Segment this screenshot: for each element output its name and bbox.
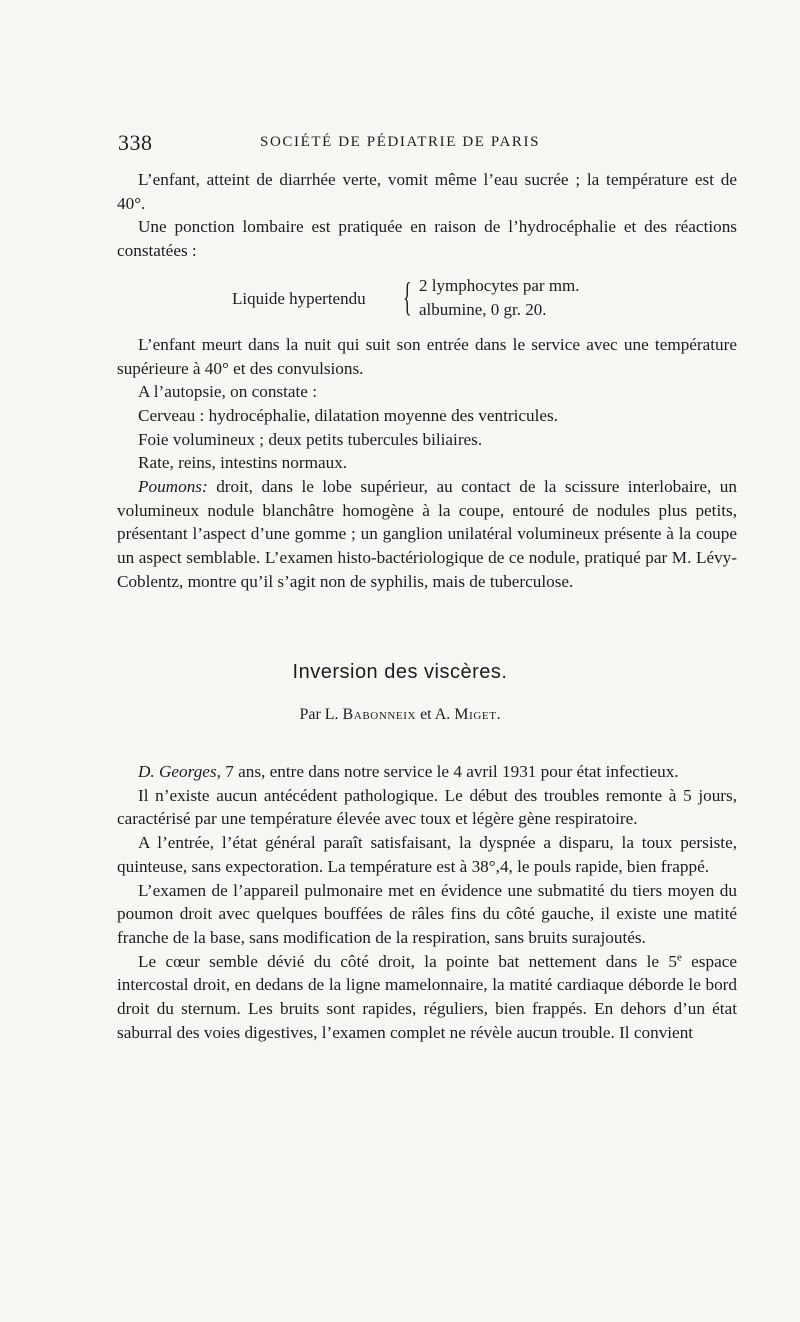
paragraph: Rate, reins, intestins normaux.	[138, 453, 348, 473]
brace-values	[419, 274, 580, 322]
paragraph: A l’entrée, l’état général paraît satisfaisant, la dyspnée a disparu, la toux persiste, quinteuse, sans expectoration. La température est à 38°,4, le pouls rapide, bien frappé.	[117, 833, 737, 876]
paragraph: L’examen de l’appareil pulmonaire met en évidence une submatité du tiers moyen du poumon droit avec quelques bouffées de râles fins du côté gauche, il existe une matité franche de la base, sans modification de la respiration, sans bruits surajoutés.	[117, 880, 737, 947]
paragraph: Une ponction lombaire est pratiquée en raison de l’hydrocéphalie et des réactions constatées :	[117, 217, 737, 261]
paragraph: Cerveau : hydrocéphalie, dilatation moyenne des ventricules.	[138, 405, 558, 425]
paragraph: A l’autopsie, on constate :	[138, 382, 317, 402]
brace-line: 2 lymphocytes par mm.	[419, 275, 580, 295]
superscript: e	[676, 950, 682, 963]
paragraph-text: 7 ans, entre dans notre service le 4 avril 1931 pour état infectieux.	[220, 762, 679, 781]
brace-line: albumine, 0 gr. 20.	[419, 299, 547, 319]
case-continuation	[117, 168, 737, 594]
article-authors	[0, 706, 800, 724]
paragraph-text: droit, dans le lobe supérieur, au contact de la scissure interlobaire, un volumineux nodule blanchâtre homogène à la coupe, entouré de nodules plus petits, présentant l’aspect d’une gomme ; un ganglion unilatéral volumineux présente à la coupe un aspect semblable. L’examen histo-bactériologique de ce nodule, pratiqué par M. Lévy-Coblentz, montre qu’il s’agit non de syphilis, mais de tuberculose.	[117, 477, 737, 591]
article-title: Inversion des viscères.	[292, 661, 508, 683]
authors-middle: et A.	[416, 706, 455, 723]
paragraph: L’enfant, atteint de diarrhée verte, vomit même l’eau sucrée ; la température est de 40°.	[117, 170, 737, 213]
paragraph	[117, 760, 737, 784]
paragraph-text: espace intercostal droit, en dedans de la ligne mamelonnaire, la matité cardiaque déborde le bord droit du sternum. Les bruits sont rapides, réguliers, bien frappés. En dehors d’un état saburral des voies digestives, l’examen complet ne révèle aucun trouble. Il convient	[117, 951, 737, 1042]
page-header	[118, 130, 738, 160]
case-report	[117, 760, 737, 1044]
patient-name: D. Georges,	[138, 762, 221, 781]
authors-suffix: .	[496, 706, 501, 723]
brace-label: Liquide hypertendu	[232, 288, 366, 308]
paragraph: L’enfant meurt dans la nuit qui suit son entrée dans le service avec une température supérieure à 40° et des convulsions.	[117, 334, 737, 378]
brace-icon: {	[403, 273, 412, 319]
author-name: Miget	[454, 706, 497, 723]
paragraph: Foie volumineux ; deux petits tubercules biliaires.	[138, 429, 483, 449]
running-title: SOCIÉTÉ DE PÉDIATRIE DE PARIS	[260, 134, 541, 150]
authors-prefix: Par L.	[299, 706, 343, 723]
paragraph	[117, 950, 737, 1045]
italic-label: Poumons:	[138, 477, 208, 497]
paragraph-text: Le cœur semble dévié du côté droit, la pointe bat nettement dans le 5	[138, 951, 677, 971]
csf-findings	[117, 273, 737, 325]
page-number: 338	[118, 130, 153, 155]
paragraph	[117, 475, 737, 594]
paragraph: Il n’existe aucun antécédent pathologique. Le début des troubles remonte à 5 jours, caractérisé par une température élevée avec toux et légère gène respiratoire.	[117, 785, 737, 829]
author-name: Babonneix	[342, 706, 417, 723]
